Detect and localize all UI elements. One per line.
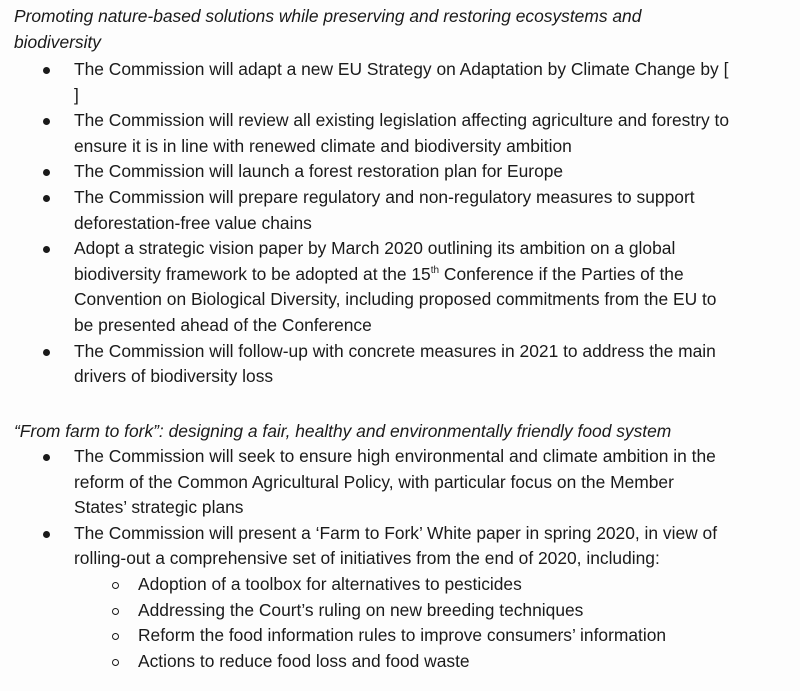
list-item-line: rolling-out a comprehensive set of initiatives from the end of 2020, including: bbox=[74, 548, 660, 569]
list-item-line: The Commission will prepare regulatory and non-regulatory measures to support bbox=[74, 186, 695, 207]
list-item-line: The Commission will seek to ensure high environmental and climate ambition in the bbox=[74, 446, 716, 466]
list-item-line: States’ strategic plans bbox=[74, 497, 244, 518]
list-item bbox=[0, 185, 800, 236]
sub-list-item: Addressing the Court’s ruling on new breeding techniques bbox=[74, 598, 800, 624]
sub-list-item: Reform the food information rules to improve consumers’ information bbox=[74, 623, 800, 649]
list-item-line: The Commission will follow-up with concrete measures in 2021 to address the main bbox=[74, 340, 716, 361]
list-item bbox=[0, 339, 800, 390]
heading-line: biodiversity bbox=[14, 31, 101, 52]
list-item-line bbox=[74, 262, 800, 288]
heading-line: Promoting nature-based solutions while preserving and restoring ecosystems and bbox=[14, 6, 642, 26]
list-item bbox=[0, 236, 800, 338]
list-item-line: deforestation-free value chains bbox=[74, 212, 312, 233]
list-item-line: Adopt a strategic vision paper by March 2020 outlining its ambition on a global bbox=[74, 238, 676, 259]
list-item bbox=[0, 159, 800, 185]
section-heading-nature-based-solutions bbox=[14, 4, 641, 55]
sub-list-item: Actions to reduce food loss and food waste bbox=[74, 649, 800, 675]
list-item bbox=[0, 57, 800, 108]
list-item-line: The Commission will adapt a new EU Strategy on Adaptation by Climate Change by [ bbox=[74, 59, 729, 79]
list-item bbox=[0, 108, 800, 159]
list-item bbox=[0, 521, 800, 675]
list-item-line: ] bbox=[74, 84, 79, 105]
list-item-line: The Commission will launch a forest restoration plan for Europe bbox=[74, 161, 564, 182]
farm-to-fork-initiatives-list bbox=[74, 572, 800, 674]
text-fragment: Conference if the Parties of the bbox=[439, 263, 684, 284]
list-item-line: drivers of biodiversity loss bbox=[74, 366, 274, 387]
section-heading-farm-to-fork: “From farm to fork”: designing a fair, healthy and environmentally friendly food system bbox=[14, 421, 672, 441]
list-item-line: The Commission will present a ‘Farm to Fork’ White paper in spring 2020, in view of bbox=[74, 522, 718, 543]
list-item bbox=[0, 444, 800, 521]
list-item-line: reform of the Common Agricultural Policy, with particular focus on the Member bbox=[74, 471, 674, 492]
nature-measures-list bbox=[0, 57, 800, 390]
list-item-line: The Commission will review all existing legislation affecting agriculture and forestry to bbox=[74, 110, 730, 131]
list-item-line: ensure it is in line with renewed climate and biodiversity ambition bbox=[74, 135, 572, 156]
sub-list-item: Adoption of a toolbox for alternatives to pesticides bbox=[74, 572, 800, 598]
ordinal-suffix: th bbox=[430, 264, 440, 276]
list-item-line: Convention on Biological Diversity, including proposed commitments from the EU to bbox=[74, 289, 717, 310]
list-item-line: be presented ahead of the Conference bbox=[74, 314, 372, 335]
text-fragment: biodiversity framework to be adopted at the 15 bbox=[74, 263, 431, 284]
farm-to-fork-list bbox=[0, 444, 800, 674]
